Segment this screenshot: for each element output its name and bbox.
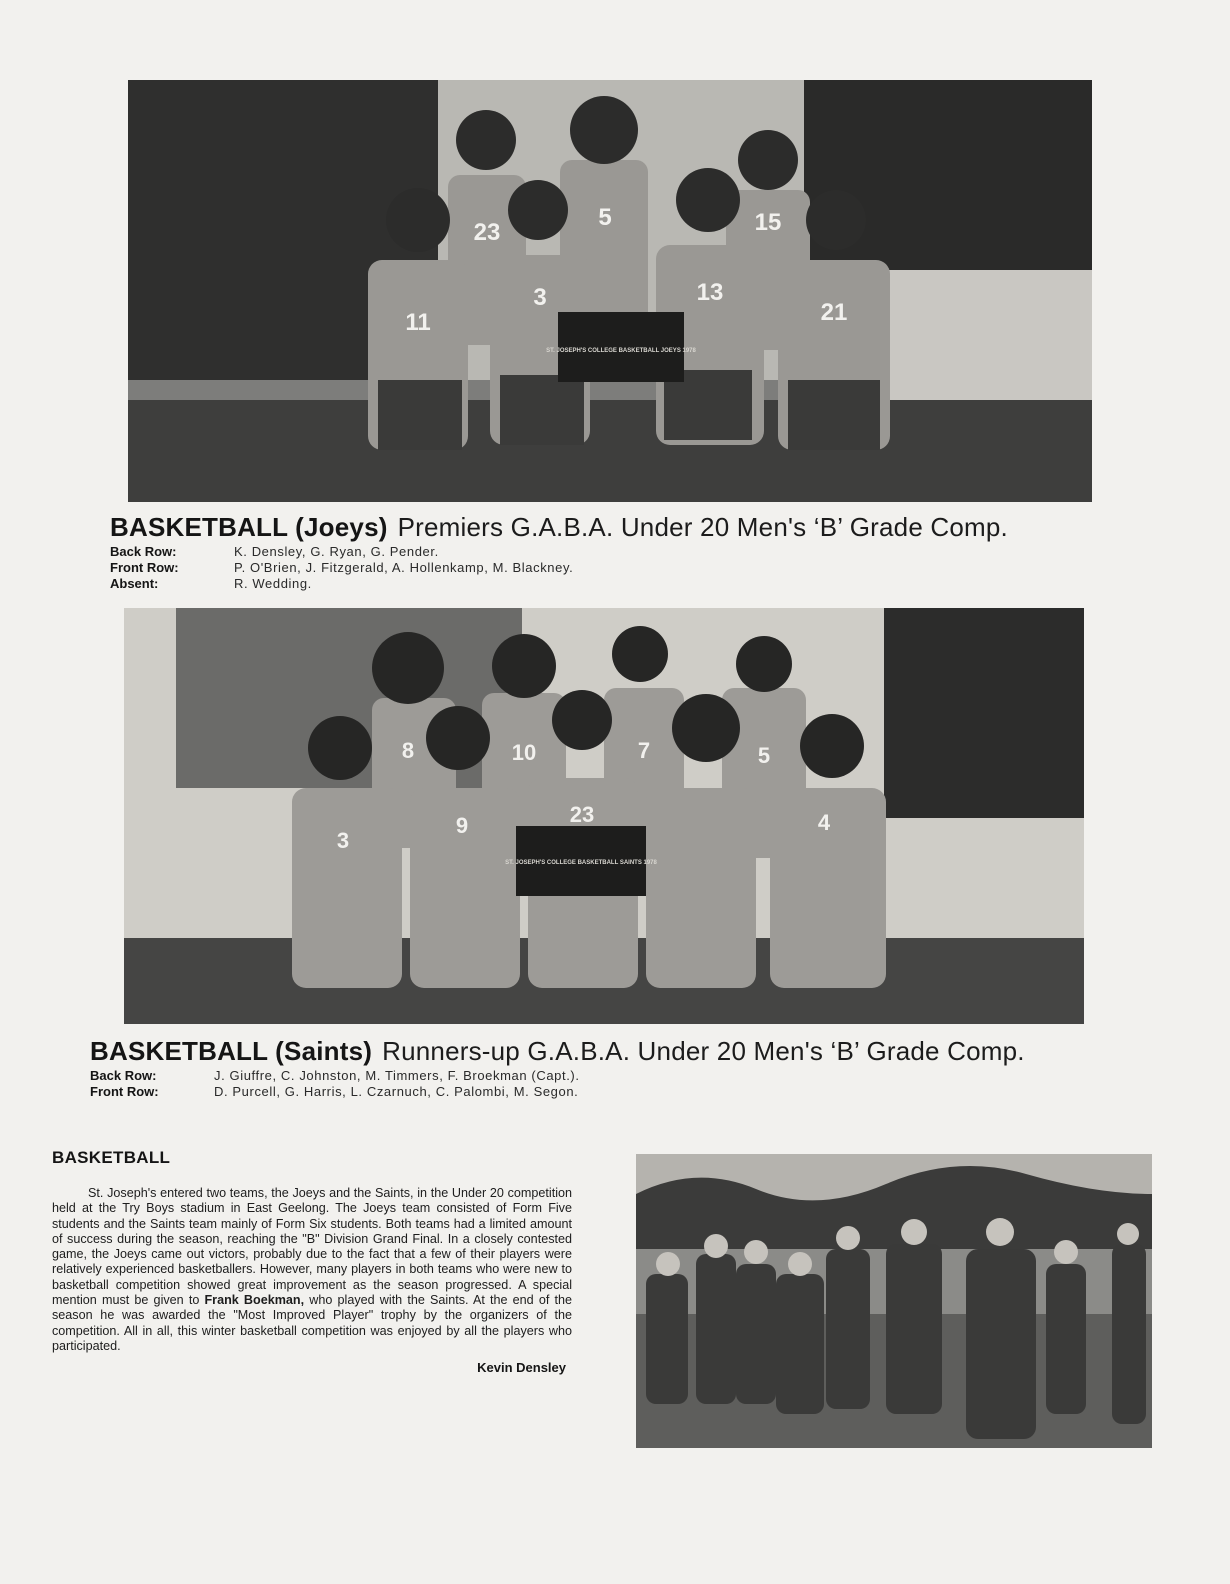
- jersey-number: 13: [696, 279, 724, 306]
- saints-team-photo: [124, 608, 1084, 1024]
- saints-title: [90, 1036, 1025, 1066]
- saints-caption: [90, 1036, 1025, 1100]
- saints-roster: [90, 1068, 1025, 1100]
- joeys-result: Premiers G.A.B.A. Under 20 Men's ‘B’ Grade Comp.: [397, 512, 1008, 542]
- roster-row: Absent: R. Wedding.: [110, 576, 312, 591]
- jersey-number: 10: [511, 740, 537, 765]
- jersey-number: 3: [533, 284, 547, 311]
- jersey-number: 11: [405, 309, 431, 336]
- jersey-number: 21: [820, 299, 848, 326]
- basketball-article: [52, 1148, 572, 1375]
- plaque-text: ST. JOSEPH'S COLLEGE BASKETBALL JOEYS 1978: [546, 348, 696, 354]
- joeys-team-photo: [128, 80, 1092, 502]
- jersey-number: 4: [817, 810, 831, 835]
- jersey-number: 15: [754, 209, 782, 236]
- roster-row: Back Row: K. Densley, G. Ryan, G. Pender.: [110, 544, 439, 559]
- joeys-title: [110, 512, 1008, 542]
- jersey-number: 7: [637, 738, 651, 763]
- joeys-roster: [110, 544, 1008, 592]
- jersey-number: 8: [401, 738, 415, 763]
- saints-team-title: BASKETBALL (Saints): [90, 1036, 373, 1066]
- roster-row: Front Row: D. Purcell, G. Harris, L. Czarnuch, C. Palombi, M. Segon.: [90, 1084, 579, 1099]
- outdoor-group-photo: [636, 1154, 1152, 1448]
- jersey-number: 5: [598, 204, 612, 231]
- jersey-number: 3: [336, 828, 350, 853]
- plaque-text: ST. JOSEPH'S COLLEGE BASKETBALL SAINTS 1978: [505, 860, 657, 866]
- roster-row: Front Row: P. O'Brien, J. Fitzgerald, A. Hollenkamp, M. Blackney.: [110, 560, 574, 575]
- article-heading: BASKETBALL: [52, 1148, 171, 1167]
- jersey-number: 5: [757, 743, 771, 768]
- article-author: Kevin Densley: [477, 1360, 566, 1376]
- jersey-number: 23: [569, 802, 595, 827]
- joeys-team-title: BASKETBALL (Joeys): [110, 512, 388, 542]
- article-body: St. Joseph's entered two teams, the Joeys and the Saints, in the Under 20 competition held at the Try Boys stadium in East Geelong. The Joeys team consisted of Form Five students and the Saints team mainly of Form Six students. Both teams had a limited amount of success during the season, reaching the "B" Division Grand Final. In a closely contested game, the Joeys came out victors, probably due to the fact that a few of their players were relatively experienced basketballers. However, many players in both teams who were new to basketball competition showed great improvement as the season progressed. A special mention must be given to Frank Boekman, who played with the Saints. At the end of the season he was awarded the "Most Improved Player" trophy by the organizers of the competition. All in all, this winter basketball competition was enjoyed by all the players who participated.: [52, 1186, 572, 1353]
- roster-row: Back Row: J. Giuffre, C. Johnston, M. Timmers, F. Broekman (Capt.).: [90, 1068, 580, 1083]
- jersey-number: 9: [455, 813, 469, 838]
- joeys-caption: [110, 512, 1008, 592]
- jersey-number: 23: [473, 219, 501, 246]
- saints-result: Runners-up G.A.B.A. Under 20 Men's ‘B’ Grade Comp.: [382, 1036, 1025, 1066]
